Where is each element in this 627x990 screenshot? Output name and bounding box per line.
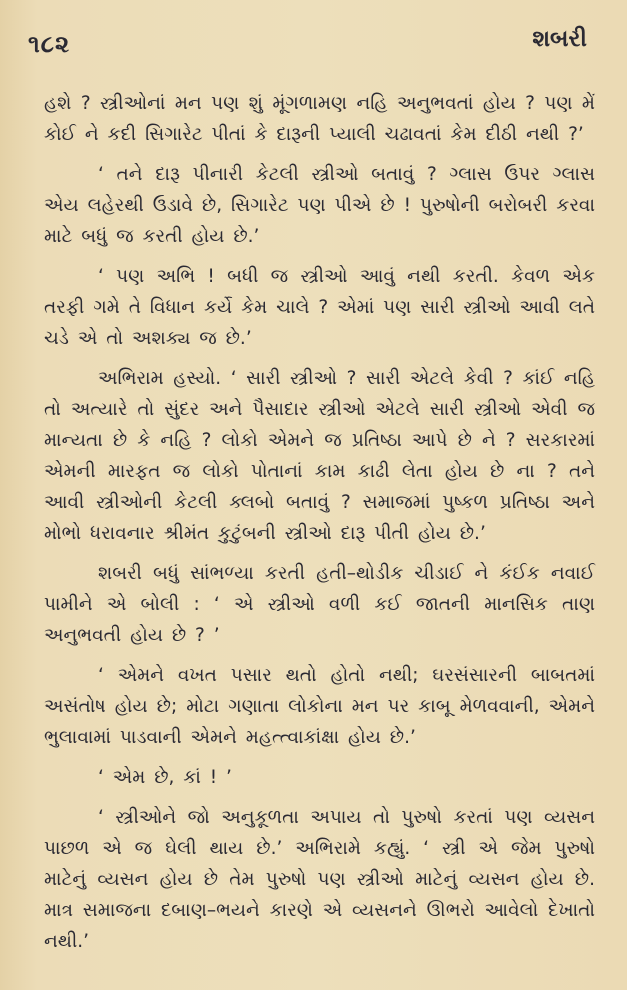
paragraph: ‘ એમ છે, કાં ! ’ — [98, 767, 232, 788]
paragraph: અભિરામ હસ્યો. ‘ સારી સ્ત્રીઓ ? સારી એટલે કેવી ? કાંઈ નહિ તો અત્યારે તો સુંદર અને પૈસાદાર સ્ત્રીઓ એટલે સારી સ્ત્રીઓ એવી જ માન્યતા છે કે નહિ ? લોકો એમને જ પ્રતિષ્ઠા આપે છે ને ? સરકારમાં એમની મારફત જ લોકો પોતાનાં કામ કાઢી લેતા હોય છે ના ? તને આવી સ્ત્રીઓની કેટલી ક્લબો બતાવું ? સમાજમાં પુષ્કળ પ્રતિષ્ઠા અને મોભો ધરાવનાર શ્રીમંત કુટુંબની સ્ત્રીઓ દારૂ પીતી હોય છે.’ — [44, 368, 595, 544]
paragraph: ‘ સ્ત્રીઓને જો અનુકૂળતા અપાય તો પુરુષો કરતાં પણ વ્યસન પાછળ એ જ ઘેલી થાય છે.’ અભિરામે કહ્યું. ‘ સ્ત્રી એ જેમ પુરુષો માટેનું વ્યસન હોય છે તેમ પુરુષો પણ સ્ત્રીઓ માટેનું વ્યસન હોય છે. માત્ર સમાજના દબાણ–ભયને કારણે એ વ્યસનને ઊભરો આવેલો દેખાતો નથી.’ — [44, 807, 595, 952]
page-number: ૧૮૨ — [28, 30, 71, 58]
paragraph: ‘ એમને વખત પસાર થતો હોતો નથી; ઘરસંસારની બાબતમાં અસંતોષ હોય છે; મોટા ગણાતા લોકોના મન પર કાબૂ મેળવવાની, એમને ભુલાવામાં પાડવાની એમને મહત્ત્વાકાંક્ષા હોય છે.’ — [44, 665, 595, 748]
running-title: શબરી — [532, 26, 587, 52]
paragraph: ‘ પણ અભિ ! બધી જ સ્ત્રીઓ આવું નથી કરતી. કેવળ એક તરફી ગમે તે વિધાન કર્યે કેમ ચાલે ? એમાં પણ સારી સ્ત્રીઓ આવી લતે ચડે એ તો અશક્ય જ છે.’ — [44, 266, 595, 349]
paragraph: શબરી બધું સાંભળ્યા કરતી હતી–થોડીક ચીડાઈ ને કંઈક નવાઈ પામીને એ બોલી : ‘ એ સ્ત્રીઓ વળી કઈ જાતની માનસિક તાણ અનુભવતી હોય છે ? ’ — [44, 563, 595, 646]
paragraph: હશે ? સ્ત્રીઓનાં મન પણ શું મૂંગળામણ નહિ અનુભવતાં હોય ? પણ મેં કોઈ ને કદી સિગારેટ પીતાં કે દારૂની પ્યાલી ચઢાવતાં કેમ દીઠી નથી ?’ — [44, 93, 595, 145]
paragraph: ‘ તને દારૂ પીનારી કેટલી સ્ત્રીઓ બતાવું ? ગ્લાસ ઉપર ગ્લાસ એય લહેરથી ઉડાવે છે, સિગારેટ પણ પીએ છે ! પુરુષોની બરોબરી કરવા માટે બધું જ કરતી હોય છે.’ — [44, 164, 595, 247]
body-text — [44, 88, 595, 966]
page-header — [0, 22, 627, 62]
